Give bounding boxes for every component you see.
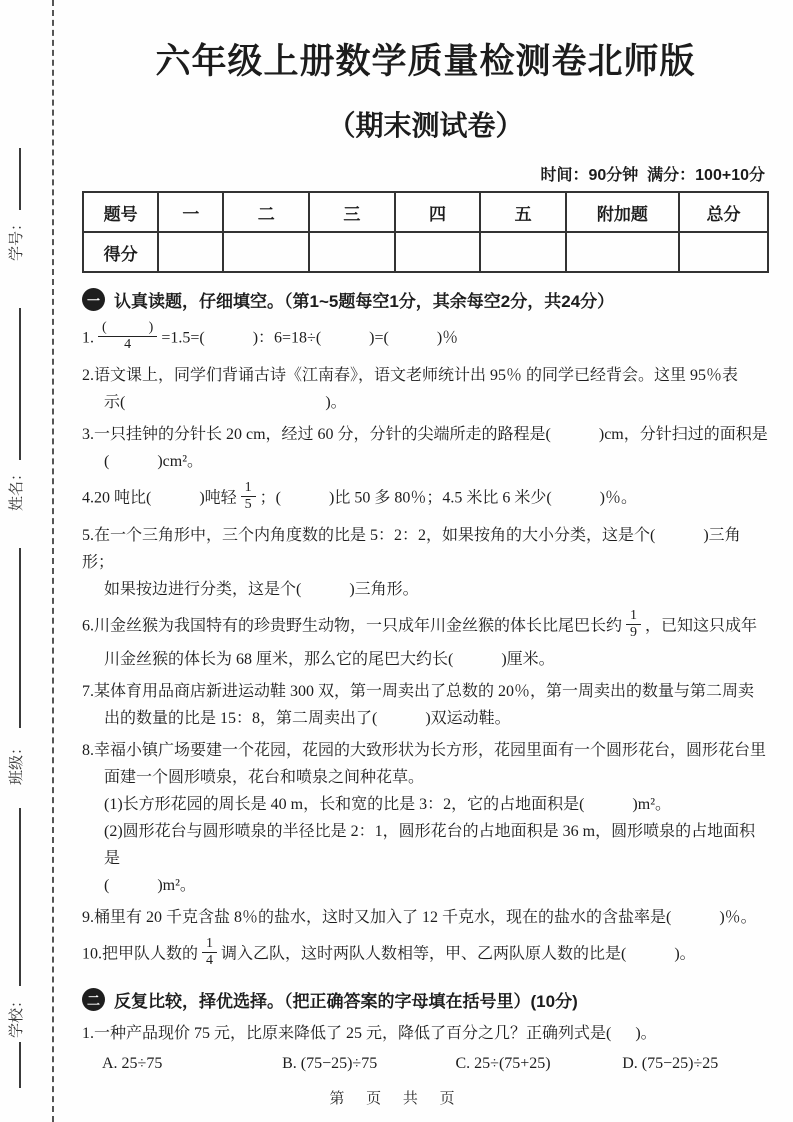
- question-8: 8.幸福小镇广场要建一个花园，花园的大致形状为长方形，花园里面有一个圆形花台，圆形花台里 面建一个圆形喷泉，花台和喷泉之间种花草。 (1)长方形花园的周长是 40 m，长和宽的比是 3：2，它的占地面积是( )m²。 (2)圆形花台与圆形喷泉的半径比是 2：1，圆形花台的占地面积是 36 m，圆形喷泉的占地面积是 ( )m²。: [82, 737, 769, 899]
- fraction-1-9: $\frac{1}{9}$: [626, 608, 641, 641]
- score-cell-empty: [223, 232, 309, 272]
- choice-c: C. 25÷(75+25): [455, 1054, 551, 1072]
- sidebar-label-class: 班级：: [9, 739, 26, 786]
- section-2-question-1: 1.一种产品现价 75 元，比原来降低了 25 元，降低了百分之几？正确列式是( )。: [82, 1024, 657, 1042]
- section-two-badge-icon: 二: [82, 988, 105, 1011]
- choice-d: D. (75−25)÷25: [622, 1054, 719, 1072]
- sidebar-label-school: 学校：: [9, 992, 26, 1039]
- question-1-number: 1.: [82, 329, 94, 347]
- choice-b: B. (75−25)÷75: [282, 1054, 378, 1072]
- section-1-title: 认真读题，仔细填空。（第1~5题每空1分，其余每空2分，共24分）: [114, 292, 615, 311]
- score-table-header-cell: 一: [158, 192, 223, 232]
- score-row-label: 得分: [83, 232, 158, 272]
- sidebar-label-name: 姓名：: [9, 465, 26, 512]
- choice-a: A. 25÷75: [102, 1054, 163, 1072]
- question-4: 4.20 吨比( )吨轻 $\frac{1}{5}$ ；( )比 50 多 80％；4.5 米比 6 米少( )％。: [82, 480, 637, 513]
- question-8-sub-2: (2)圆形花台与圆形喷泉的半径比是 2：1，圆形花台的占地面积是 36 m，圆形喷泉的占地面积是: [104, 822, 756, 867]
- score-cell-empty: [309, 232, 395, 272]
- question-1-text: =1.5=( )：6=18÷( )=( )％: [161, 329, 459, 347]
- question-6: 6.川金丝猴为我国特有的珍贵野生动物，一只成年川金丝猴的体长比尾巴长约 $\frac{1}{9}$ ，已知这只成年 川金丝猴的体长为 68 厘米，那么它的尾巴大约长( )厘米。: [82, 608, 758, 668]
- section-one-badge-icon: 一: [82, 288, 105, 311]
- score-table-score-row: [83, 232, 768, 272]
- section-1-header: [82, 287, 769, 312]
- question-7: 7.某体育用品商店新进运动鞋 300 双，第一周卖出了总数的 20％，第一周卖出的数量与第二周卖 出的数量的比是 15：8，第二周卖出了( )双运动鞋。: [82, 682, 755, 727]
- score-cell-empty: [480, 232, 566, 272]
- exam-meta: 时间：90分钟 满分：100+10分: [540, 167, 765, 184]
- exam-subtitle: （期末测试卷）: [327, 110, 524, 141]
- score-table-header-row: [83, 192, 768, 232]
- choice-row: [82, 1055, 769, 1073]
- seal-blank-line: [19, 548, 21, 728]
- score-table-header-cell: 总分: [679, 192, 768, 232]
- page-footer: 第 页 共 页: [329, 1091, 464, 1107]
- question-5: 5.在一个三角形中，三个内角度数的比是 5：2：2，如果按角的大小分类，这是个( )三角形； 如果按边进行分类，这是个( )三角形。: [82, 527, 741, 599]
- score-cell-empty: [395, 232, 481, 272]
- page-title: 六年级上册数学质量检测卷北师版: [155, 42, 696, 81]
- question-2: 2.语文课上，同学们背诵古诗《江南春》，语文老师统计出 95％ 的同学已经背会。这里 95％表 示( )。: [82, 367, 739, 412]
- score-cell-empty: [158, 232, 223, 272]
- question-3: 3.一只挂钟的分针长 20 cm，经过 60 分，分针的尖端所走的路程是( )cm，分针扫过的面积是 ( )cm²。: [82, 426, 768, 471]
- section-2-header: [82, 987, 769, 1012]
- score-table: [82, 191, 769, 273]
- section-2-title: 反复比较，择优选择。（把正确答案的字母填在括号里）(10分): [114, 991, 578, 1011]
- fraction-blank-over-4: $\frac{( )}{4}$: [98, 320, 157, 353]
- score-table-header-cell: 四: [395, 192, 481, 232]
- fraction-1-4: $\frac{1}{4}$: [202, 936, 217, 969]
- fraction-1-5: $\frac{1}{5}$: [241, 480, 256, 513]
- score-cell-empty: [679, 232, 768, 272]
- question-10: 10.把甲队人数的 $\frac{1}{4}$ 调入乙队，这时两队人数相等，甲、乙两队原人数的比是( )。: [82, 935, 696, 968]
- seal-blank-line: [19, 308, 21, 460]
- score-table-header-cell: 五: [480, 192, 566, 232]
- seal-dashed-divider: [52, 0, 54, 1122]
- score-table-header-cell: 附加题: [566, 192, 679, 232]
- score-table-header-cell: 二: [223, 192, 309, 232]
- seal-blank-line: [19, 808, 21, 986]
- question-1: [82, 320, 769, 357]
- sidebar-label-student-id: 学号：: [9, 215, 26, 262]
- seal-blank-line: [19, 148, 21, 210]
- score-cell-empty: [566, 232, 679, 272]
- score-table-header-cell: 题号: [83, 192, 158, 232]
- score-table-header-cell: 三: [309, 192, 395, 232]
- question-9: 9.桶里有 20 千克含盐 8％的盐水，这时又加入了 12 千克水，现在的盐水的含盐率是( )％。: [82, 908, 757, 926]
- seal-blank-line: [19, 1042, 21, 1088]
- question-8-sub-1: (1)长方形花园的周长是 40 m，长和宽的比是 3：2，它的占地面积是( )m²。: [104, 795, 672, 813]
